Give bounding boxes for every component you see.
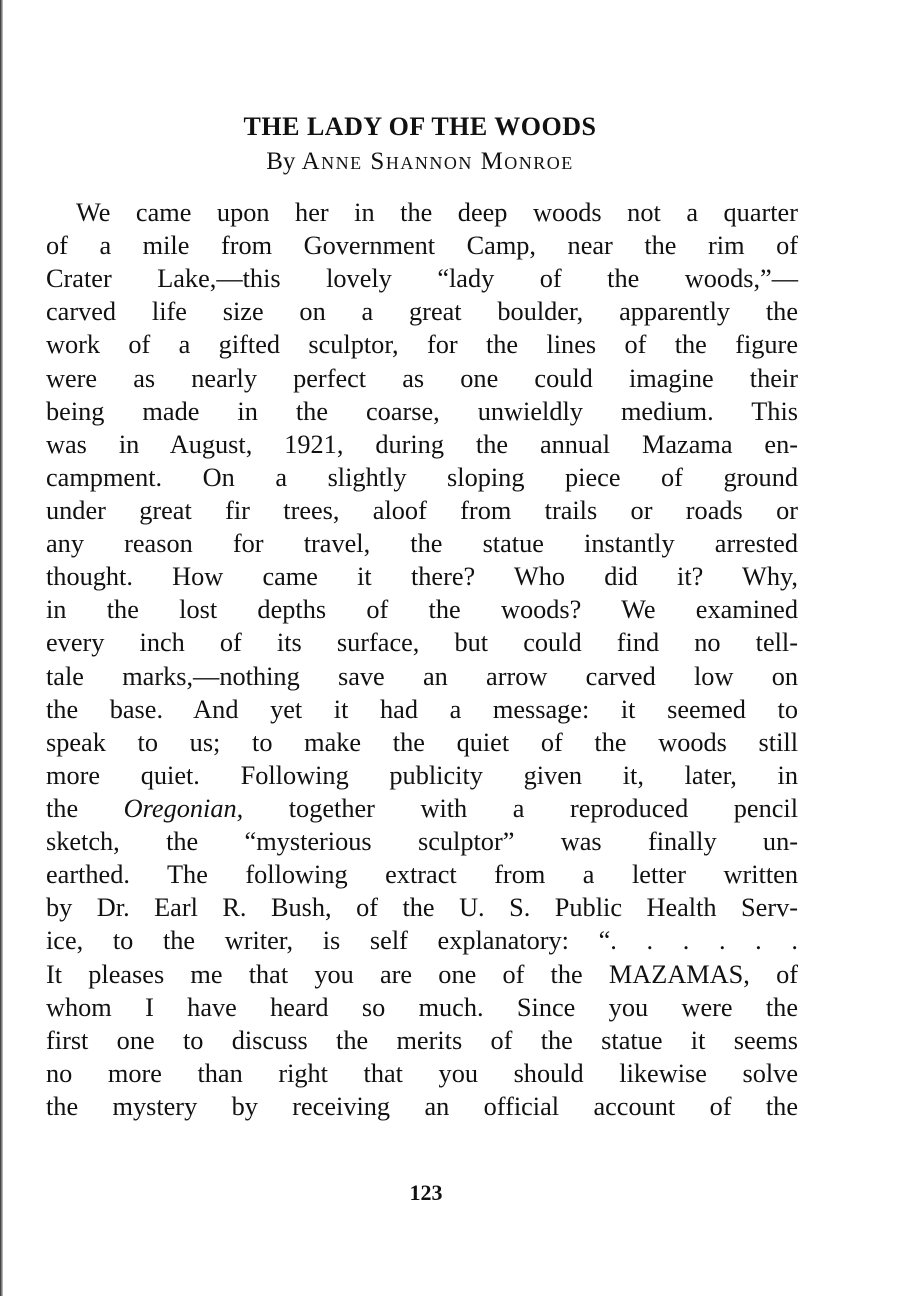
byline-prefix: By (266, 148, 302, 175)
body-line: It pleases me that you are one of the MAZAMAS, of (46, 959, 798, 989)
body-line: every inch of its surface, but could find no tell- (46, 628, 798, 658)
body-line: sketch, the “mysterious sculptor” was finally un- (46, 827, 798, 857)
body-line: any reason for travel, the statue instantly arrested (46, 529, 798, 559)
binding-edge (0, 0, 3, 1296)
body-line: speak to us; to make the quiet of the woods still (46, 727, 798, 757)
body-line: campment. On a slightly sloping piece of ground (46, 462, 798, 492)
newspaper-title: Oregonian, (123, 793, 244, 823)
body-line: tale marks,—nothing save an arrow carved low on (46, 661, 798, 691)
body-line: under great fir trees, aloof from trails or roads or (46, 495, 798, 525)
body-line: in the lost depths of the woods? We examined (46, 595, 798, 625)
body-line: work of a gifted sculptor, for the lines of the figure (46, 330, 798, 360)
body-line: Crater Lake,—this lovely “lady of the woods,”— (46, 264, 798, 294)
body-line: by Dr. Earl R. Bush, of the U. S. Public Health Serv- (46, 893, 798, 923)
line-text: together with a reproduced pencil (243, 793, 799, 823)
body-line: earthed. The following extract from a letter written (46, 860, 798, 890)
body-line: whom I have heard so much. Since you were the (46, 992, 798, 1022)
page-number: 123 (409, 1180, 443, 1205)
body-line: of a mile from Government Camp, near the rim of (46, 231, 798, 261)
body-line: We came upon her in the deep woods not a quarter (76, 198, 798, 227)
body-line: ice, to the writer, is self explanatory: “. . . . . . (46, 926, 798, 956)
body-line: was in August, 1921, during the annual Mazama en- (46, 429, 798, 459)
author-name: Anne Shannon Monroe (301, 148, 574, 175)
line-text: the (46, 793, 124, 823)
body-line: the base. And yet it had a message: it seemed to (46, 694, 798, 724)
body-line: no more than right that you should likewise solve (46, 1058, 798, 1088)
body-line: thought. How came it there? Who did it? Why, (46, 562, 798, 592)
byline (0, 148, 840, 176)
article-body (46, 196, 798, 1123)
body-line: more quiet. Following publicity given it, later, in (46, 760, 798, 790)
body-line: being made in the coarse, unwieldly medium. This (46, 396, 798, 426)
body-line-with-italic (46, 792, 798, 825)
article-title: THE LADY OF THE WOODS (243, 112, 597, 141)
body-line: were as nearly perfect as one could imagine their (46, 363, 798, 393)
body-line: the mystery by receiving an official account of the (46, 1091, 798, 1121)
body-line: first one to discuss the merits of the statue it seems (46, 1025, 798, 1055)
body-line: carved life size on a great boulder, apparently the (46, 297, 798, 327)
